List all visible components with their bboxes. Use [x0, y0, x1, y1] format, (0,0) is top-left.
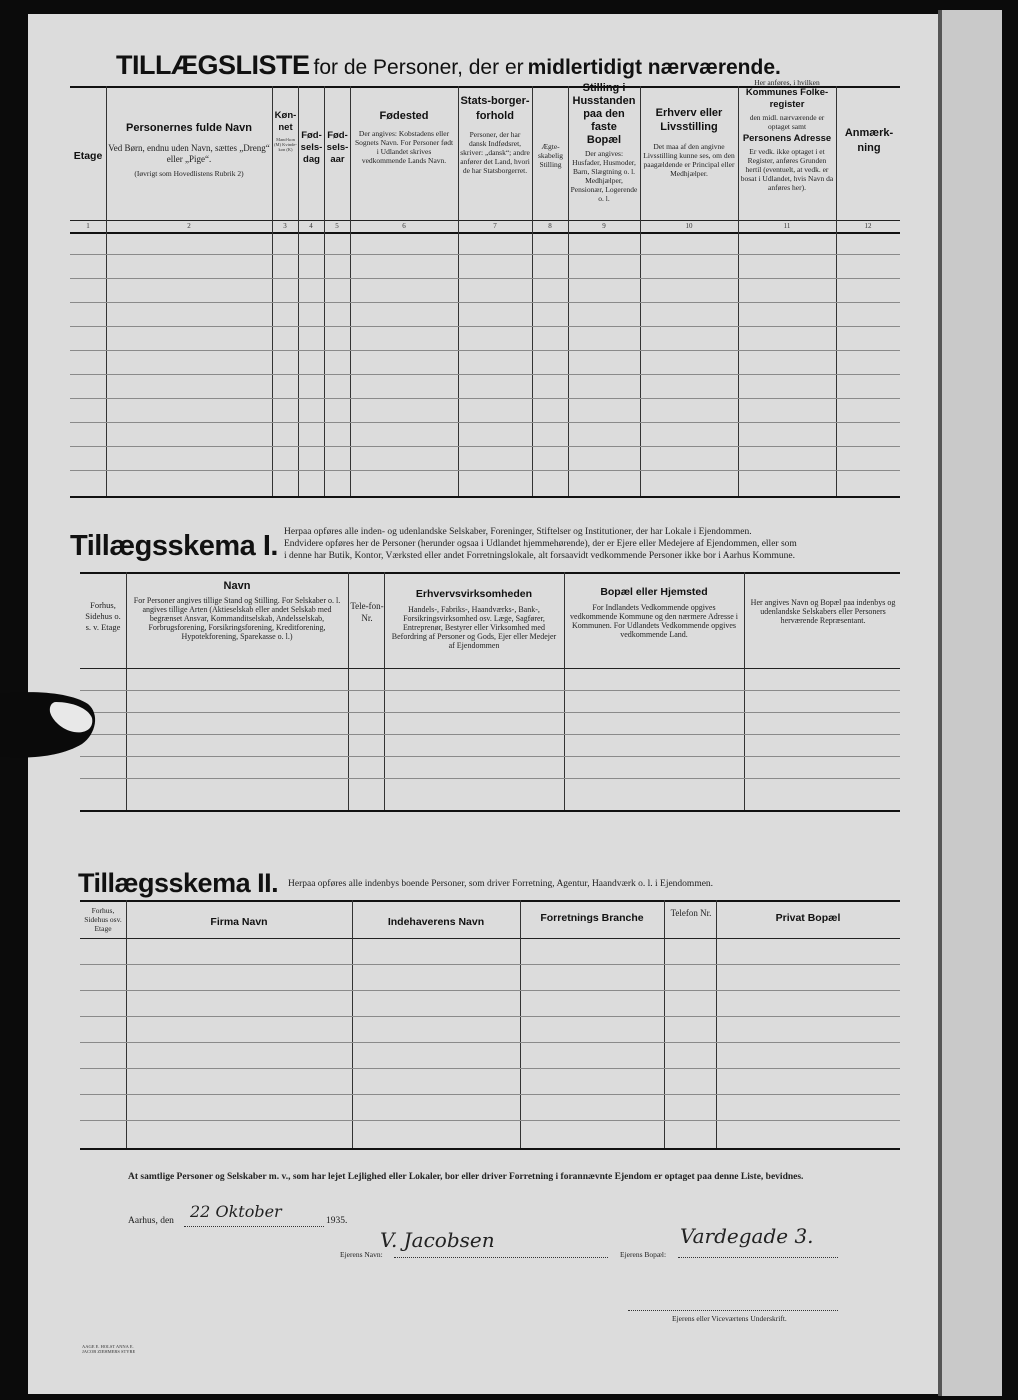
year-text: 1935. — [326, 1216, 348, 1226]
s2-col-firm-header: Firma Navn — [210, 916, 268, 928]
schema2-intro: Herpaa opføres alle indenbys boende Personer, som driver Forretning, Agentur, Haandværk o. l. i Ejendommen. — [288, 879, 714, 889]
schema1-title: Tillægsskema I. — [70, 530, 278, 562]
col-num: 11 — [783, 222, 791, 230]
col-birthyear-header: Fød-sels-aar — [326, 130, 349, 165]
schema1-intro-line: Endvidere opføres her de Personer (herunder ogsaa i Udlandet hjemmehørende), der er Ejere eller Medejere af Ejendommen, eller som — [284, 539, 797, 549]
printer-imprint: AAGE E. HOLST ANNA E. JACOB ZIEHMERS STYRE — [82, 1344, 136, 1354]
col-num: 5 — [335, 222, 339, 230]
glove-thumb — [0, 690, 100, 760]
s1-col-business-header: Erhvervsvirksomheden Handels-, Fabriks-, Haandværks-, Bank-, Forsikringsvirksomhed osv. Læge, Sagfører, Entreprenør, Bestyrer eller Virksomhed med Befordring af Personer og Gods, Ejer eller Medejer af Ejendommen — [391, 588, 557, 650]
col-num: 3 — [283, 222, 287, 230]
col-marital-header: Ægte-skabelig Stilling — [538, 142, 563, 169]
col-num: 4 — [309, 222, 313, 230]
document-page — [28, 14, 938, 1394]
col-num: 8 — [548, 222, 552, 230]
col-num: 12 — [864, 222, 872, 230]
col-name-header: Personernes fulde Navn Ved Børn, endnu uden Navn, sættes „Dreng“ eller „Pige“. (Iøvrigt som Hovedlistens Rubrik 2) — [108, 122, 270, 178]
schema1-intro-line: i denne har Butik, Kontor, Værksted eller andet Forretningslokale, alt forsaavidt vedkommende Personer ikke bor i Aarhus Kommune. — [284, 551, 796, 561]
page-title — [116, 50, 781, 81]
col-household-header: Stilling i Husstanden paa den faste Bopæl Der angives: Husfader, Husmoder, Barn, Slægtning o. l. Medhjælper, Pensionær, Logerende o. l. — [570, 82, 638, 203]
s1-col-etage-header: Forhus, Sidehus o. s. v. Etage — [85, 600, 121, 632]
s1-col-residence-header: Bopæl eller Hjemsted For Indlandets Vedkommende opgives vedkommende Kommune og den nærmere Adresse i Kommunen. For Udlandets Vedkommende opgives vedkommende Land. — [570, 586, 738, 639]
owner-address-handwritten: Vardegade 3. — [680, 1224, 814, 1248]
certification-text: At samtlige Personer og Selskaber m. v., som har lejet Lejlighed eller Lokaler, bor eller driver Forretning i forannævnte Ejendom er optaget paa denne Liste, bevidnes. — [128, 1172, 804, 1182]
owner-name-handwritten: V. Jacobsen — [380, 1228, 495, 1252]
title-mid: for de Personer, der er — [313, 56, 524, 79]
s2-col-etage-header: Forhus, Sidehus osv. Etage — [84, 906, 122, 933]
col-birthday-header: Fød-sels-dag — [300, 130, 323, 165]
s2-col-branch-header: Forretnings Branche — [540, 912, 644, 924]
schema1-intro-line: Herpaa opføres alle inden- og udenlandske Selskaber, Foreninger, Stiftelser og Institutioner, der har Lokale i Ejendommen. — [284, 527, 752, 537]
col-occupation-header: Erhverv eller Livsstilling Det maa af den angivne Livsstilling kunne ses, om den paagældende er Principal eller Medhjælper. — [643, 107, 735, 178]
date-handwritten: 22 Oktober — [190, 1202, 282, 1221]
place-label: Aarhus, den — [128, 1216, 174, 1226]
adjacent-page-edge — [942, 10, 1002, 1396]
col-num: 6 — [402, 222, 406, 230]
col-num: 1 — [86, 222, 90, 230]
schema2-title: Tillægsskema II. — [78, 868, 279, 898]
s2-col-owner-header: Indehaverens Navn — [387, 916, 485, 928]
s1-col-representative-header: Her angives Navn og Bopæl paa indenbys og udenlandske Selskabers eller Personers herværende Repræsentant. — [750, 598, 896, 625]
col-num: 7 — [493, 222, 497, 230]
s2-col-phone-header: Telefon Nr. — [670, 908, 712, 918]
col-num: 2 — [187, 222, 191, 230]
title-bold: midlertidigt nærværende. — [527, 56, 781, 79]
signature-label: Ejerens eller Viceværtens Underskrift. — [672, 1314, 787, 1323]
col-etage-header: Etage — [73, 150, 103, 162]
col-gender-header: Køn-net Mand-kon (M) Kvinde-kon (K) — [274, 110, 297, 152]
schema1-intro — [284, 526, 900, 562]
s1-col-name-header: Navn For Personer angives tillige Stand og Stilling. For Selskaber o. l. angives tillige Arten (Aktieselskab eller andet Selskab med begrænset Ansvar, Kommanditselskab, Andelsselskab, Forbrugsforening, Forsikringsforening, Kreditforening, Hypotekforening, Sparekasse o. l.) — [133, 580, 341, 641]
title-main: TILLÆGSLISTE — [116, 50, 310, 80]
col-citizenship-header: Stats-borger-forhold Personer, der har dansk Indfødsret, skriver: „dansk“; andre anfører det Land, hvori de har Statsborgerret. — [460, 95, 530, 175]
owner-address-label: Ejerens Bopæl: — [620, 1250, 667, 1259]
s2-col-address-header: Privat Bopæl — [775, 912, 841, 924]
col-remarks-header: Anmærk-ning — [844, 127, 894, 154]
col-num: 9 — [602, 222, 606, 230]
col-num: 10 — [685, 222, 693, 230]
owner-name-label: Ejerens Navn: — [340, 1250, 383, 1259]
s1-col-phone-header: Tele-fon-Nr. — [350, 601, 384, 623]
col-birthplace-header: Fødested Der angives: Kobstadens eller Sognets Navn. For Personer født i Udlandet skrives vedkommende Lands Navn. — [354, 110, 454, 165]
col-register-header: Her anføres, i hvilken Kommunes Folke-register den midl. nærværende er optaget samt Personens Adresse Er vedk. ikke optaget i et Register, anføres Grunden hertil (eventuelt, at vedk. er bosat i Udlandet, hvis Navn da anføres her). — [740, 78, 834, 192]
